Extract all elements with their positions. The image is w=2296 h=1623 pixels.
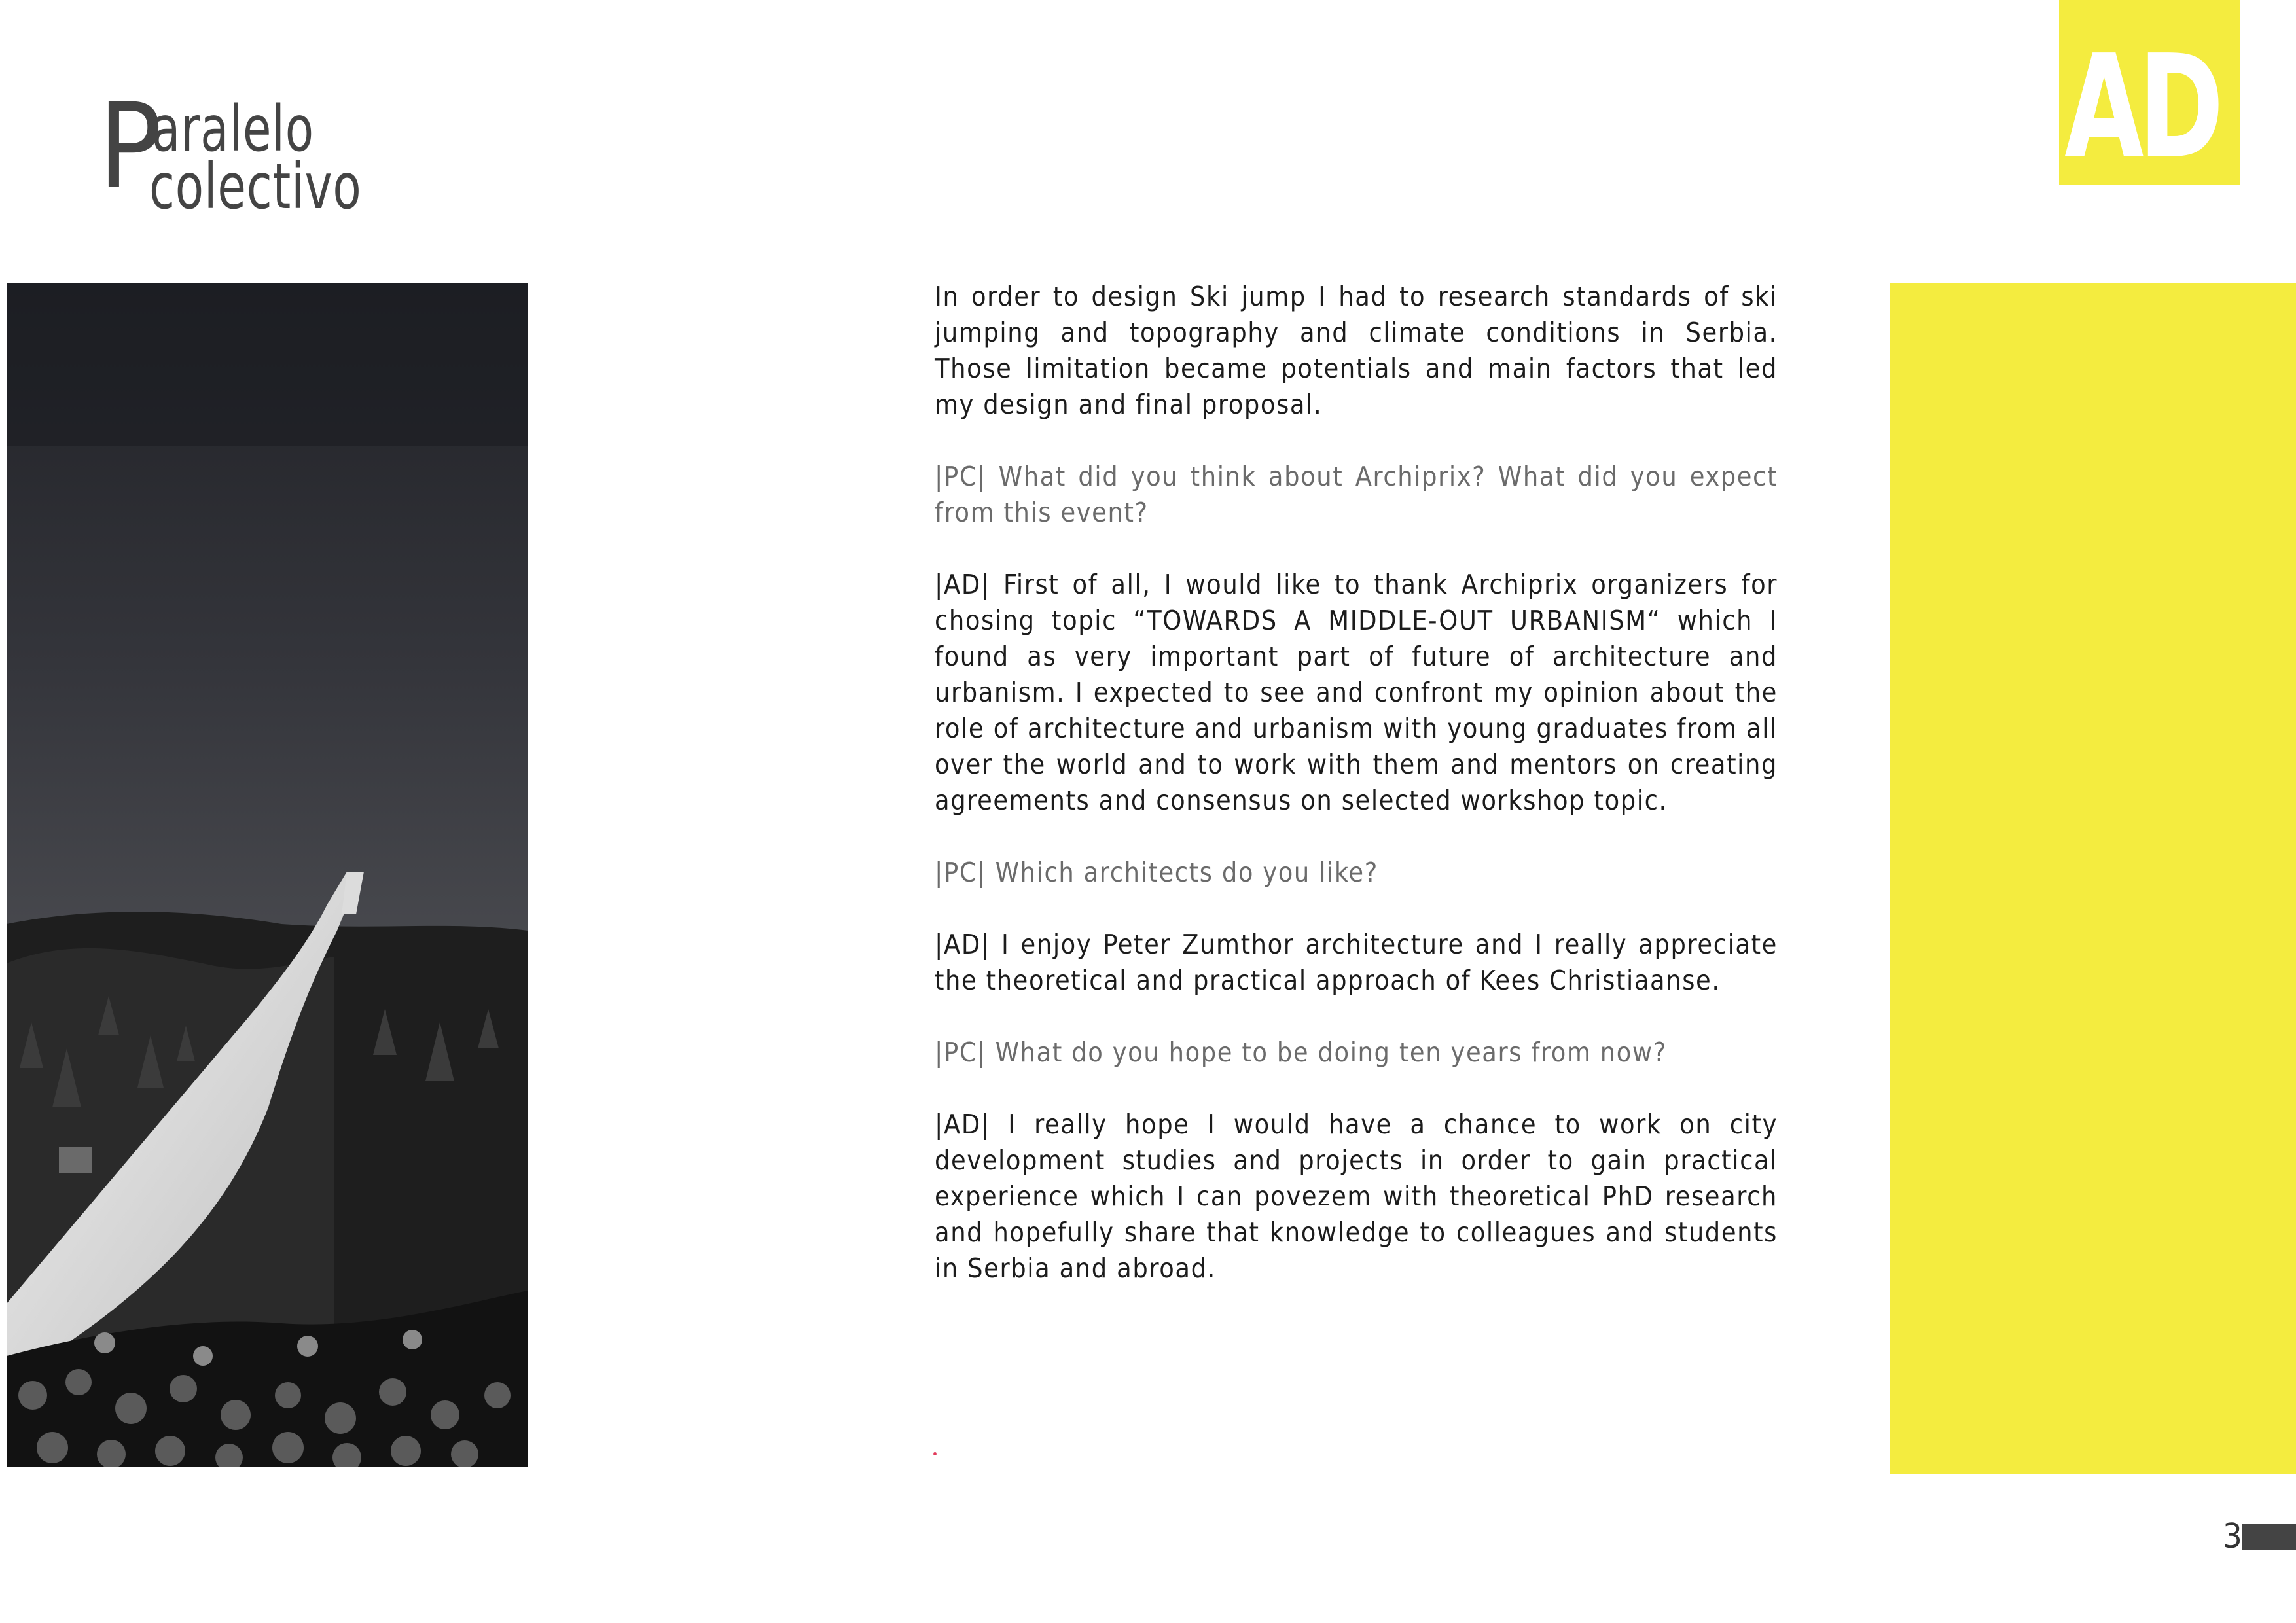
ski-jump-photo: [7, 283, 528, 1467]
yellow-accent-panel: [1890, 283, 2296, 1474]
logo-line-1: aralelo: [152, 92, 314, 166]
interviewee-initials-badge: [2059, 0, 2240, 185]
page-number: 3: [2223, 1517, 2242, 1556]
question-architects: |PC| Which architects do you like?: [935, 857, 1378, 888]
ski-jump-crowd-photo-icon: [7, 283, 528, 1467]
answer-architects: |AD| I enjoy Peter Zumthor architecture and I really appreciate the theoretical and practical approach of Kees Christiaanse.: [935, 929, 1778, 996]
answer-ten-years: |AD| I really hope I would have a chance to work on city development studies and projects in order to gain practical experience which I can povezem with theoretical PhD research and hopefully share that knowledge to colleagues and students in Serbia and abroad.: [935, 1109, 1778, 1284]
page-number-bar: [2242, 1524, 2296, 1550]
red-dot-mark: [933, 1452, 937, 1455]
answer-archiprix: |AD| First of all, I would like to thank Archiprix organizers for chosing topic “TOWARDS A MIDDLE-OUT URBANISM“ which I found as very important part of future of architecture and urbanism. I expected to see and confront my opinion about the role of architecture and urbanism with young graduates from all over the world and to work with them and mentors on creating agreements and consensus on selected workshop topic.: [935, 569, 1778, 816]
paragraph-design-research: In order to design Ski jump I had to research standards of ski jumping and topography and climate conditions in Serbia. Those limitation became potentials and main factors that led my design and final proposal.: [935, 281, 1778, 420]
question-ten-years: |PC| What do you hope to be doing ten years from now?: [935, 1037, 1667, 1068]
interview-text: [935, 279, 1778, 1323]
badge-text: AD: [2064, 25, 2219, 185]
logo-initial: P: [98, 79, 160, 215]
question-archiprix: |PC| What did you think about Archiprix? What did you expect from this event?: [935, 461, 1778, 528]
logo-line-2: colectivo: [149, 150, 362, 223]
paralelo-colectivo-logo: [98, 79, 412, 223]
